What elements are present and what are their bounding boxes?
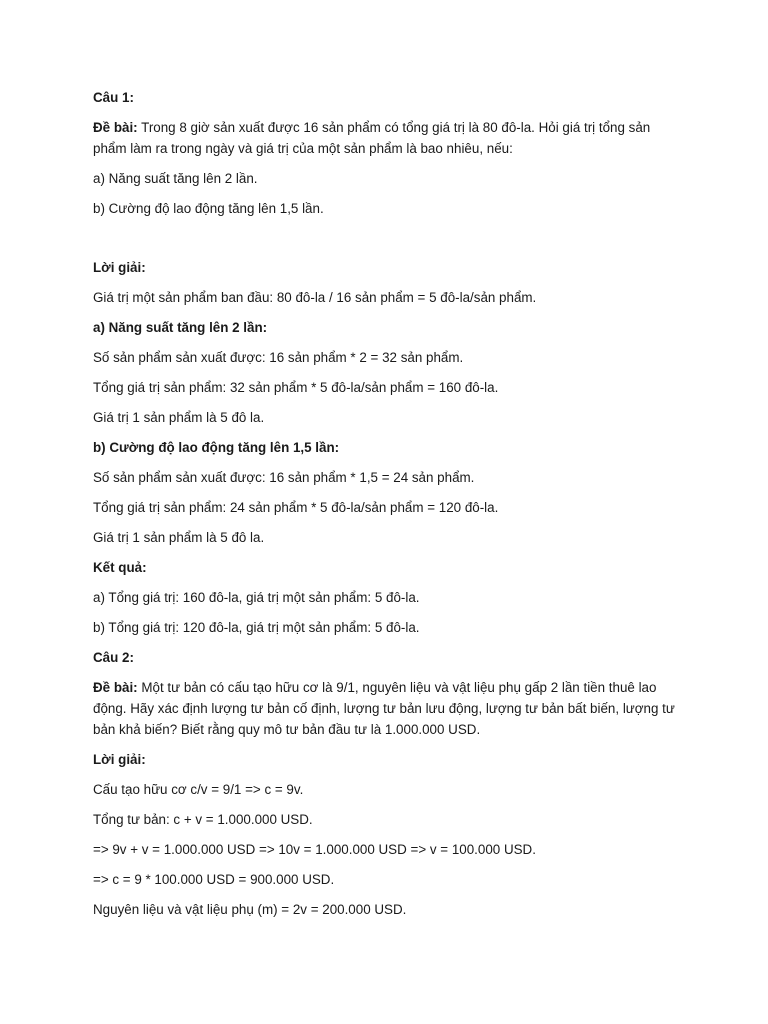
q2-line-3: => 9v + v = 1.000.000 USD => 10v = 1.000.000 USD => v = 100.000 USD.	[93, 842, 536, 857]
base-value-line: Giá trị một sản phẩm ban đầu: 80 đô-la / 16 sản phẩm = 5 đô-la/sản phẩm.	[93, 290, 537, 305]
q2-line-5: Nguyên liệu và vật liệu phụ (m) = 2v = 200.000 USD.	[93, 902, 407, 917]
q2-line-1: Cấu tạo hữu cơ c/v = 9/1 => c = 9v.	[93, 782, 304, 797]
part-b-line-2: Tổng giá trị sản phẩm: 24 sản phẩm * 5 đô-la/sản phẩm = 120 đô-la.	[93, 500, 499, 515]
condition-a: a) Năng suất tăng lên 2 lần.	[93, 171, 258, 186]
question-1-problem	[93, 117, 683, 159]
condition-b: b) Cường độ lao động tăng lên 1,5 lần.	[93, 201, 324, 216]
result-b: b) Tổng giá trị: 120 đô-la, giá trị một sản phẩm: 5 đô-la.	[93, 620, 420, 635]
solution-1-title: Lời giải:	[93, 260, 146, 275]
result-title: Kết quả:	[93, 560, 147, 575]
part-b-line-3: Giá trị 1 sản phẩm là 5 đô la.	[93, 530, 265, 545]
part-b-heading: b) Cường độ lao động tăng lên 1,5 lần:	[93, 440, 340, 455]
problem-label: Đề bài:	[93, 680, 138, 695]
part-a-heading: a) Năng suất tăng lên 2 lần:	[93, 320, 268, 335]
question-2-problem	[93, 677, 683, 740]
part-a-line-1: Số sản phẩm sản xuất được: 16 sản phẩm * 2 = 32 sản phẩm.	[93, 350, 464, 365]
question-2-title: Câu 2:	[93, 650, 134, 665]
q2-line-2: Tổng tư bản: c + v = 1.000.000 USD.	[93, 812, 313, 827]
q2-line-4: => c = 9 * 100.000 USD = 900.000 USD.	[93, 872, 335, 887]
solution-2-title: Lời giải:	[93, 752, 146, 767]
document-body	[93, 87, 683, 920]
part-a-line-3: Giá trị 1 sản phẩm là 5 đô la.	[93, 410, 265, 425]
problem-label: Đề bài:	[93, 120, 138, 135]
problem-text: Một tư bản có cấu tạo hữu cơ là 9/1, nguyên liệu và vật liệu phụ gấp 2 lần tiền thuê lao động. Hãy xác định lượng tư bản cố định, lượng tư bản lưu động, lượng tư bản bất biến, lượng tư bản khả biến? Biết rằng quy mô tư bản đầu tư là 1.000.000 USD.	[93, 680, 675, 737]
result-a: a) Tổng giá trị: 160 đô-la, giá trị một sản phẩm: 5 đô-la.	[93, 590, 420, 605]
part-b-line-1: Số sản phẩm sản xuất được: 16 sản phẩm * 1,5 = 24 sản phẩm.	[93, 470, 475, 485]
question-1-title: Câu 1:	[93, 90, 134, 105]
part-a-line-2: Tổng giá trị sản phẩm: 32 sản phẩm * 5 đô-la/sản phẩm = 160 đô-la.	[93, 380, 499, 395]
problem-text: Trong 8 giờ sản xuất được 16 sản phẩm có tổng giá trị là 80 đô-la. Hỏi giá trị tổng sản phẩm làm ra trong ngày và giá trị của một sản phẩm là bao nhiêu, nếu:	[93, 120, 651, 156]
